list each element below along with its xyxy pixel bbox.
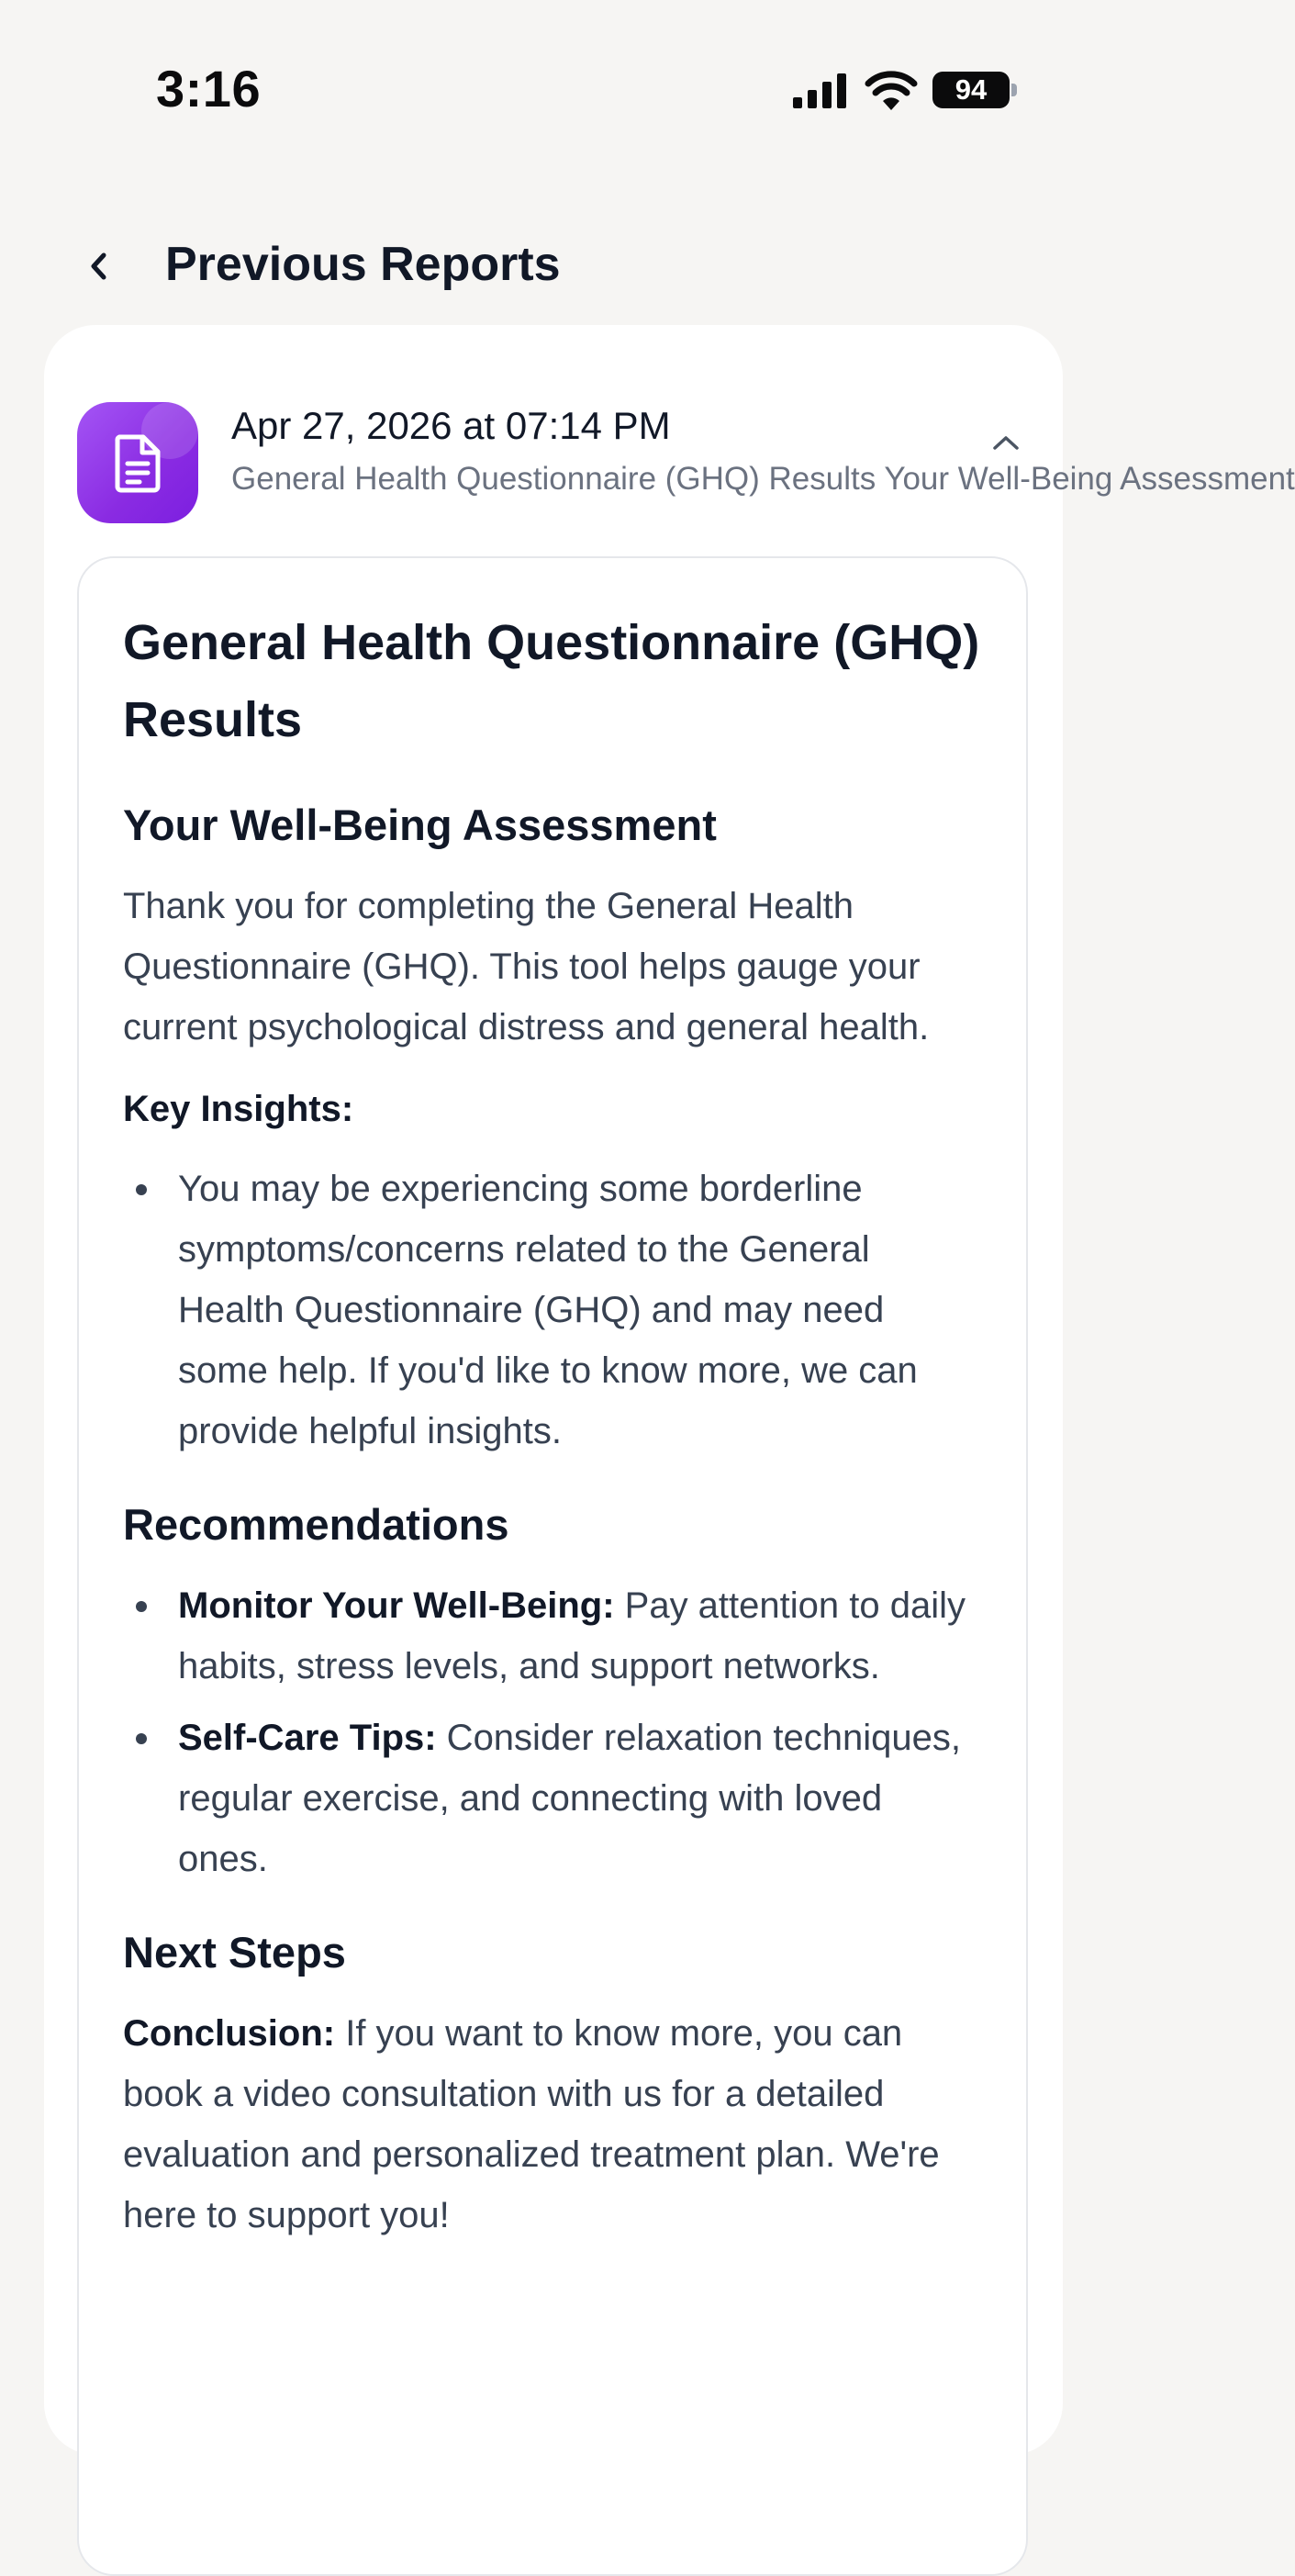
collapse-button[interactable]: [980, 417, 1032, 468]
next-steps-heading: Next Steps: [123, 1928, 346, 1977]
assessment-heading: Your Well-Being Assessment: [123, 801, 717, 849]
recommendation-text: Consider relaxation techniques, regular exercise, and connecting with loved ones.: [178, 1718, 962, 1879]
intro-paragraph: Thank you for completing the General Health Questionnaire (GHQ). This tool helps gauge your current psychological distress and general health.: [123, 886, 930, 1047]
recommendation-label: Self-Care Tips:: [178, 1718, 437, 1758]
recommendations-list: [123, 1575, 982, 1889]
recommendation-item: [123, 1708, 982, 1889]
report-date: Apr 27, 2026 at 07:14 PM: [231, 404, 671, 447]
battery-indicator: [932, 72, 1010, 108]
report-header[interactable]: [44, 325, 1295, 545]
battery-cap: [1011, 84, 1017, 96]
document-badge: [77, 402, 198, 523]
document-icon: [112, 433, 163, 492]
back-button[interactable]: [73, 241, 125, 292]
report-title: General Health Questionnaire (GHQ) Results: [123, 615, 980, 747]
report-subtitle: General Health Questionnaire (GHQ) Results Your Well-Being Assessment: [231, 461, 1295, 497]
insights-heading: Key Insights:: [123, 1089, 354, 1129]
recommendations-heading: Recommendations: [123, 1500, 509, 1549]
status-bar: [0, 0, 1107, 174]
chevron-up-icon: [990, 432, 1021, 453]
status-time: 3:16: [156, 60, 262, 118]
battery-level: 94: [955, 73, 988, 106]
report-content: [77, 556, 1028, 2576]
wifi-icon: [865, 70, 918, 110]
cellular-signal-icon: [793, 73, 848, 108]
recommendation-text: Pay attention to daily habits, stress levels, and support networks.: [178, 1585, 966, 1686]
report-card: [44, 325, 1295, 2455]
insights-list: [123, 1159, 982, 1462]
chevron-left-icon: [85, 250, 113, 283]
conclusion-paragraph: [123, 2003, 982, 2246]
page-title: Previous Reports: [165, 238, 561, 291]
recommendation-label: Monitor Your Well-Being:: [178, 1585, 615, 1626]
conclusion-text: If you want to know more, you can book a video consultation with us for a detailed evaluation and personalized treatment plan. We're here to support you!: [123, 2013, 940, 2235]
recommendation-item: [123, 1575, 982, 1697]
conclusion-label: Conclusion:: [123, 2013, 336, 2054]
insight-item: You may be experiencing some borderline symptoms/concerns related to the General Health Questionnaire (GHQ) and may need some help. If you'd like to know more, we can provide helpful insights.: [123, 1159, 982, 1462]
